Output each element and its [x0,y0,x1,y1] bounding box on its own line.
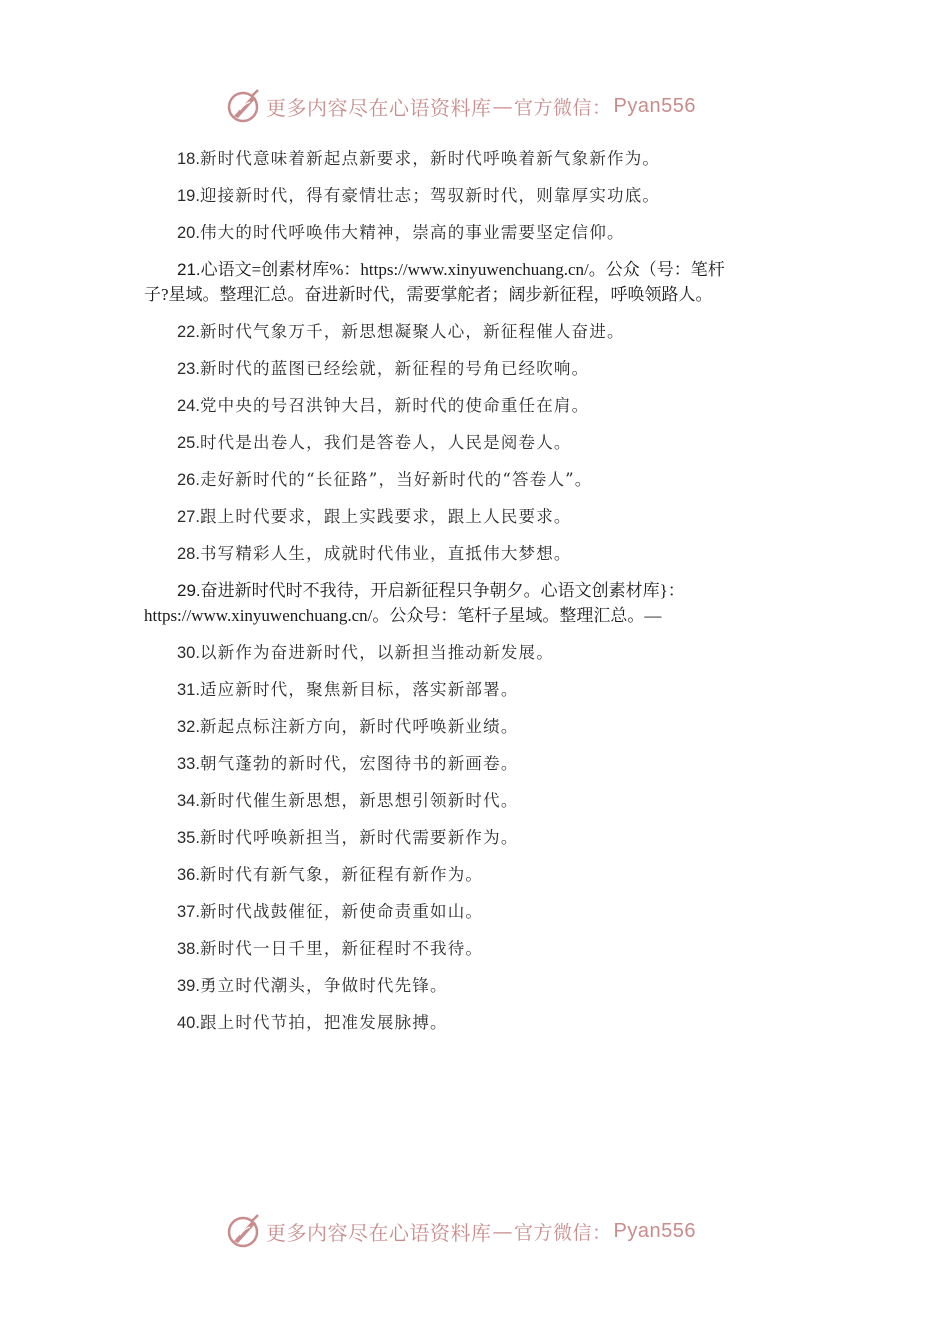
brand-text: 更多内容尽在心语资料库 [266,95,492,120]
pen-logo-icon [226,1213,262,1249]
list-item: 21.心语文=创素材库%：https://www.xinyuwenchuang.cn/。公众（号：笔杆 子?星域。整理汇总。奋进新时代，需要掌舵者；阔步新征程，呼唤领路人。 [144,260,725,304]
list-item: 19.迎接新时代，得有豪情壮志；驾驭新时代，则靠厚实功底。 [177,186,661,205]
list-item: 26.走好新时代的“长征路”，当好新时代的“答卷人”。 [177,470,593,489]
list-item: 36.新时代有新气象，新征程有新作为。 [177,865,484,884]
list-item: 40.跟上时代节拍，把准发展脉搏。 [177,1013,448,1032]
wechat-label: 官方微信： [514,1221,612,1244]
list-item: 29.奋进新时代时不我待，开启新征程只争朝夕。心语文创素材库}： https://www.xinyuwenchuang.cn/。公众号：笔杆子星域。整理汇总。— [144,581,685,625]
list-item: 18.新时代意味着新起点新要求，新时代呼唤着新气象新作为。 [177,149,661,168]
list-item: 24.党中央的号召洪钟大吕，新时代的使命重任在肩。 [177,396,590,415]
list-item: 25.时代是出卷人，我们是答卷人，人民是阅卷人。 [177,433,572,452]
separator: — [492,94,513,118]
list-item: 35.新时代呼唤新担当，新时代需要新作为。 [177,828,519,847]
list-item: 20.伟大的时代呼唤伟大精神，崇高的事业需要坚定信仰。 [177,223,625,242]
list-item: 23.新时代的蓝图已经绘就，新征程的号角已经吹响。 [177,359,590,378]
sentence-list [144,140,804,1041]
pen-logo-icon [226,88,262,124]
footer-banner [226,1211,696,1251]
list-item: 32.新起点标注新方向，新时代呼唤新业绩。 [177,717,519,736]
list-item: 34.新时代催生新思想，新思想引领新时代。 [177,791,519,810]
wechat-id: Pyan556 [613,94,696,117]
wechat-id: Pyan556 [613,1219,696,1242]
list-item: 33.朝气蓬勃的新时代，宏图待书的新画卷。 [177,754,519,773]
list-item: 31.适应新时代，聚焦新目标，落实新部署。 [177,680,519,699]
list-item: 38.新时代一日千里，新征程时不我待。 [177,939,484,958]
header-banner [226,86,696,126]
list-item: 30.以新作为奋进新时代，以新担当推动新发展。 [177,643,554,662]
list-item: 28.书写精彩人生，成就时代伟业，直抵伟大梦想。 [177,544,572,563]
list-item: 22.新时代气象万千，新思想凝聚人心，新征程催人奋进。 [177,322,625,341]
list-item: 39.勇立时代潮头，争做时代先锋。 [177,976,448,995]
separator: — [492,1219,513,1243]
brand-text: 更多内容尽在心语资料库 [266,1220,492,1245]
list-item: 37.新时代战鼓催征，新使命责重如山。 [177,902,484,921]
wechat-label: 官方微信： [514,96,612,119]
list-item: 27.跟上时代要求，跟上实践要求，跟上人民要求。 [177,507,572,526]
